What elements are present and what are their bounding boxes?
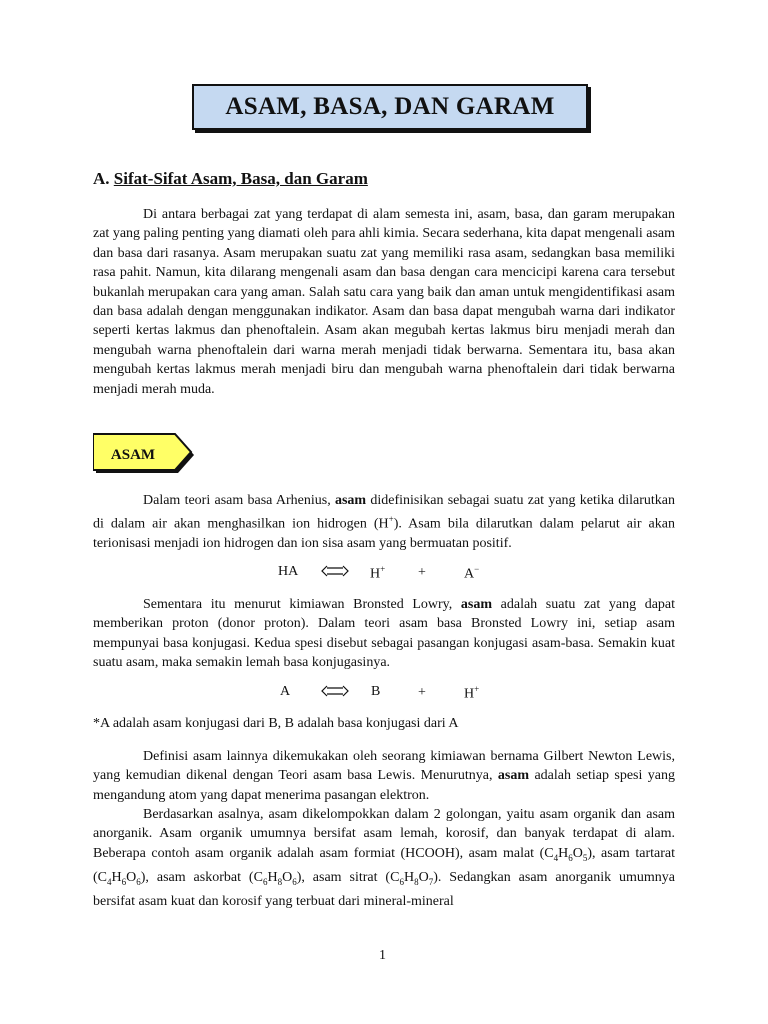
conjugate-note: *A adalah asam konjugasi dari B, B adalah basa konjugasi dari A xyxy=(93,716,459,731)
eq1-ion2-charge: − xyxy=(474,564,480,574)
eq1-ion2 xyxy=(464,564,479,583)
intro-paragraph: Di antara berbagai zat yang terdapat di alam semesta ini, asam, basa, dan garam merupakan zat yang paling penting yang diamati oleh para ahli kimia. Secara sederhana, kita dapat mengenali asam dan basa dari rasanya. Asam merupakan suatu zat yang memiliki rasa asam, sedangkan basa memiliki rasa pahit. Namun, kita dilarang mengenali asam dan basa dengan cara mencicipi karena cara tersebut bukanlah merupakan cara yang aman. Salah satu cara yang baik dan aman untuk mengidentifikasi asam dan basa adalah dengan menggunakan indikator. Asam dan basa dapat mengubah warna dari indikator seperti kertas lakmus dan phenoftalein. Asam akan megubah kertas lakmus biru menjadi merah dan mengubah warna phenoftalein dari warna merah menjadi tidak berwarna. Sementara itu, basa akan mengubah kertas lakmus merah menjadi biru dan mengubah warna phenoftalein dari tidak berwarna menjadi merah muda. xyxy=(93,207,675,397)
asam-badge-label: ASAM xyxy=(110,446,156,463)
bronsted-text-1: Sementara itu menurut kimiawan Bronsted Lowry, xyxy=(143,597,453,612)
lewis-text-1: Definisi asam lainnya dikemukakan oleh seorang kimiawan bernama Gilbert Newton Lewis, yang kemudian dikenal dengan Teori asam basa Lewis. Menurutnya, xyxy=(93,749,675,784)
eq2-ion-symbol: H xyxy=(464,686,475,702)
origin-s6: 6 xyxy=(136,876,141,887)
section-a-heading xyxy=(93,169,368,189)
arrhenius-paragraph xyxy=(93,491,675,554)
arrhenius-text-1: Dalam teori asam basa Arhenius, xyxy=(143,493,331,508)
origin-t8: H xyxy=(267,870,278,886)
eq2-ion xyxy=(464,684,479,703)
eq2-right: B xyxy=(371,684,381,699)
arrhenius-text-2: didefinisikan sebagai suatu zat yang ketika dilarutkan di dalam air akan menghasilkan ion hidrogen (H xyxy=(93,493,676,533)
origin-s4: 4 xyxy=(107,876,112,887)
double-arrow-icon xyxy=(321,685,349,697)
arrhenius-bold: asam xyxy=(334,493,367,508)
origin-s1: 4 xyxy=(553,852,559,863)
origin-t3: O xyxy=(572,845,583,861)
double-arrow-icon xyxy=(321,565,349,577)
lewis-paragraph xyxy=(93,747,675,805)
origin-s10: 6 xyxy=(399,876,404,887)
eq1-plus: + xyxy=(418,565,426,580)
eq1-ion1 xyxy=(370,564,385,583)
origin-t1: Berdasarkan asalnya, asam dikelompokkan dalam 2 golongan, yaitu asam organik dan asam anorganik. Asam organik umumnya bersifat asam lemah, korosif, dan banyak terdapat di alam. Beberapa contoh asam organik adalah asam formiat (HCOOH), asam malat (C xyxy=(93,807,675,861)
arrhenius-sup: + xyxy=(388,514,394,525)
origin-t12: O xyxy=(418,870,429,886)
eq1-ion2-symbol: A xyxy=(464,566,475,582)
origin-t2: H xyxy=(558,845,569,861)
lewis-text-2: adalah setiap spesi yang mengandung atom yang dapat menerima pasangan elektron. xyxy=(93,768,675,803)
eq2-ion-charge: + xyxy=(474,684,480,694)
origin-s5: 6 xyxy=(121,876,127,887)
eq1-ion1-symbol: H xyxy=(370,566,381,582)
arrhenius-text-3: ). Asam bila dilarutkan dalam pelarut air akan terionisasi menjadi ion hidrogen dan ion sisa asam yang bermuatan positif. xyxy=(93,517,675,552)
section-a-title: Sifat-Sifat Asam, Basa, dan Garam xyxy=(113,169,368,188)
eq2-left: A xyxy=(280,684,291,699)
origin-s9: 6 xyxy=(292,876,297,887)
origin-t10: ), asam sitrat (C xyxy=(296,870,400,886)
lewis-bold: asam xyxy=(497,768,530,784)
origin-t7: ), asam askorbat (C xyxy=(140,870,263,886)
eq1-left: HA xyxy=(278,564,299,579)
section-a-letter: A. xyxy=(93,169,110,188)
bronsted-paragraph xyxy=(93,595,675,673)
origin-s8: 8 xyxy=(277,876,283,887)
origin-s2: 6 xyxy=(568,852,573,863)
origin-s7: 6 xyxy=(262,876,268,887)
bronsted-text-2: adalah suatu zat yang dapat memberikan proton (donor proton). Dalam teori asam basa Bronsted Lowry ini, setiap asam mempunyai basa konjugasi. Kedua spesi disebut sebagai pasangan konjugasi asam-basa. Semakin kuat suatu asam, maka semakin lemah basa konjugasinya. xyxy=(93,597,676,671)
page-number: 1 xyxy=(379,948,386,963)
eq1-ion1-charge: + xyxy=(380,564,386,574)
origin-t11: H xyxy=(403,870,415,886)
origin-t9: O xyxy=(282,870,293,886)
origin-paragraph xyxy=(93,805,675,912)
page-title: ASAM, BASA, DAN GARAM xyxy=(192,84,588,130)
origin-t5: H xyxy=(111,870,122,886)
origin-t13: ). Sedangkan asam anorganik umumnya bersifat asam kuat dan korosif yang terbuat dari mineral-mineral xyxy=(93,870,676,910)
origin-t4: ), asam tartarat (C xyxy=(93,845,675,886)
eq2-plus: + xyxy=(418,685,426,700)
origin-s12: 7 xyxy=(428,876,434,887)
origin-s11: 8 xyxy=(414,876,419,887)
origin-t6: O xyxy=(126,870,137,886)
origin-s3: 5 xyxy=(582,852,588,863)
bronsted-bold: asam xyxy=(460,597,493,612)
